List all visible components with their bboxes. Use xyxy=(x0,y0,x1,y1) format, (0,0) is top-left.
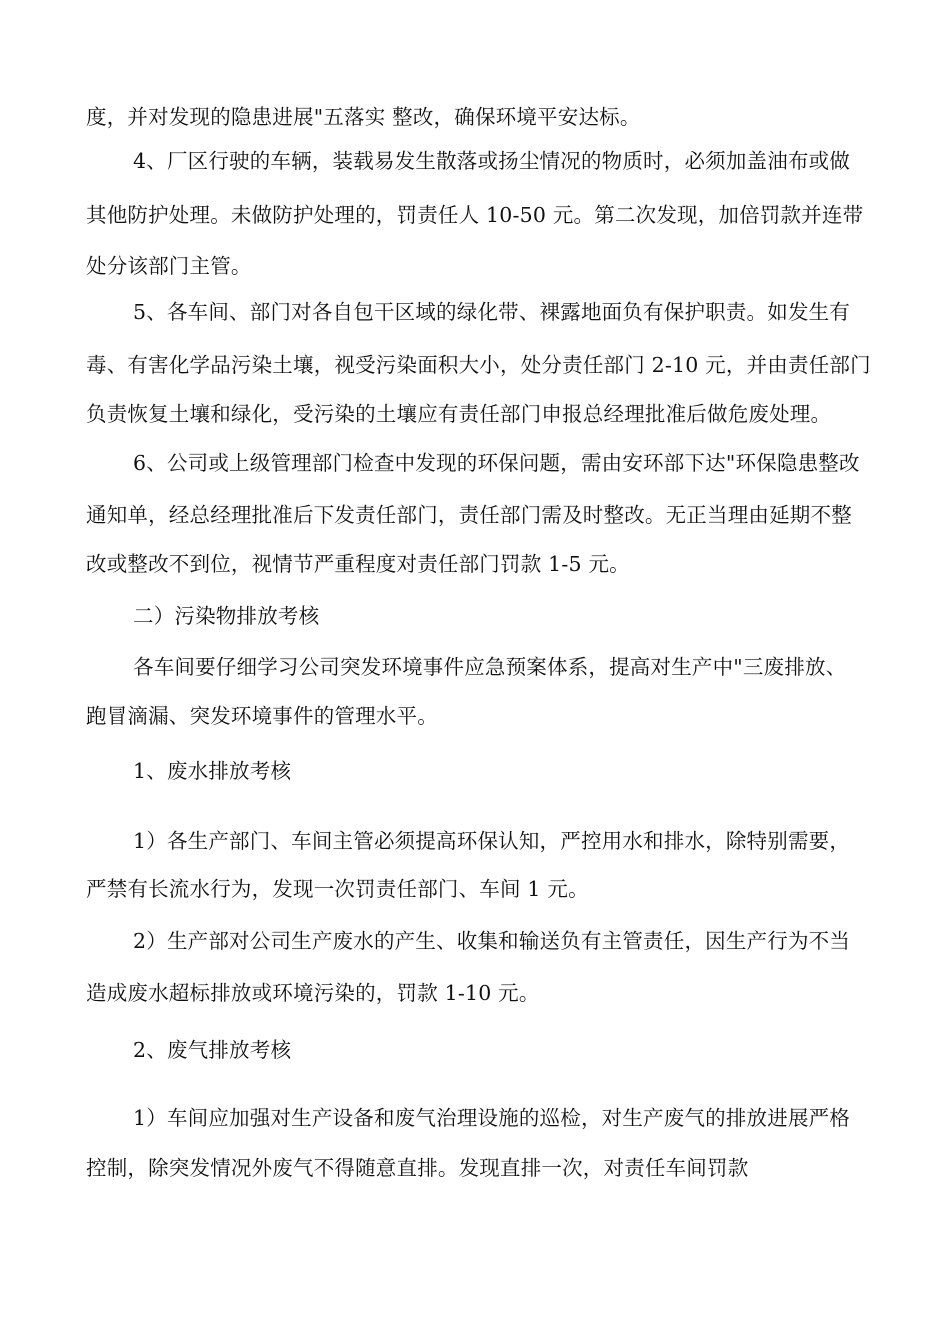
text-line: 1）各生产部门、车间主管必须提高环保认知，严控用水和排水，除特别需要， xyxy=(133,829,851,853)
text-line: 处分该部门主管。 xyxy=(86,254,252,278)
subsection-heading: 1、废水排放考核 xyxy=(133,759,292,783)
text-line: 严禁有长流水行为，发现一次罚责任部门、车间 1 元。 xyxy=(86,877,589,901)
text-line: 6、公司或上级管理部门检查中发现的环保问题，需由安环部下达"环保隐患整改 xyxy=(133,451,860,475)
section-heading: 二）污染物排放考核 xyxy=(133,604,320,628)
text-line: 造成废水超标排放或环境污染的，罚款 1-10 元。 xyxy=(86,981,540,1005)
subsection-heading: 2、废气排放考核 xyxy=(133,1038,292,1062)
text-line: 通知单，经总经理批准后下发责任部门，责任部门需及时整改。无正当理由延期不整 xyxy=(86,503,852,527)
text-line: 5、各车间、部门对各自包干区域的绿化带、裸露地面负有保护职责。如发生有 xyxy=(133,300,851,324)
text-line: 各车间要仔细学习公司突发环境事件应急预案体系，提高对生产中"三废排放、 xyxy=(133,655,847,679)
text-line: 2）生产部对公司生产废水的产生、收集和输送负有主管责任，因生产行为不当 xyxy=(133,929,851,953)
text-line: 毒、有害化学品污染土壤，视受污染面积大小，处分责任部门 2-10 元，并由责任部门 xyxy=(86,353,871,377)
text-line: 控制，除突发情况外废气不得随意直排。发现直排一次，对责任车间罚款 xyxy=(86,1156,749,1180)
text-line: 其他防护处理。未做防护处理的，罚责任人 10-50 元。第二次发现，加倍罚款并连带 xyxy=(86,203,864,227)
text-line: 改或整改不到位，视情节严重程度对责任部门罚款 1-5 元。 xyxy=(86,552,630,576)
text-line: 负责恢复土壤和绿化，受污染的土壤应有责任部门申报总经理批准后做危废处理。 xyxy=(86,402,832,426)
text-line: 1）车间应加强对生产设备和废气治理设施的巡检，对生产废气的排放进展严格 xyxy=(133,1106,851,1130)
text-line: 跑冒滴漏、突发环境事件的管理水平。 xyxy=(86,704,438,728)
text-line: 4、厂区行驶的车辆，装载易发生散落或扬尘情况的物质时，必须加盖油布或做 xyxy=(133,149,851,173)
text-line: 度，并对发现的隐患进展"五落实 整改，确保环境平安达标。 xyxy=(86,105,641,129)
